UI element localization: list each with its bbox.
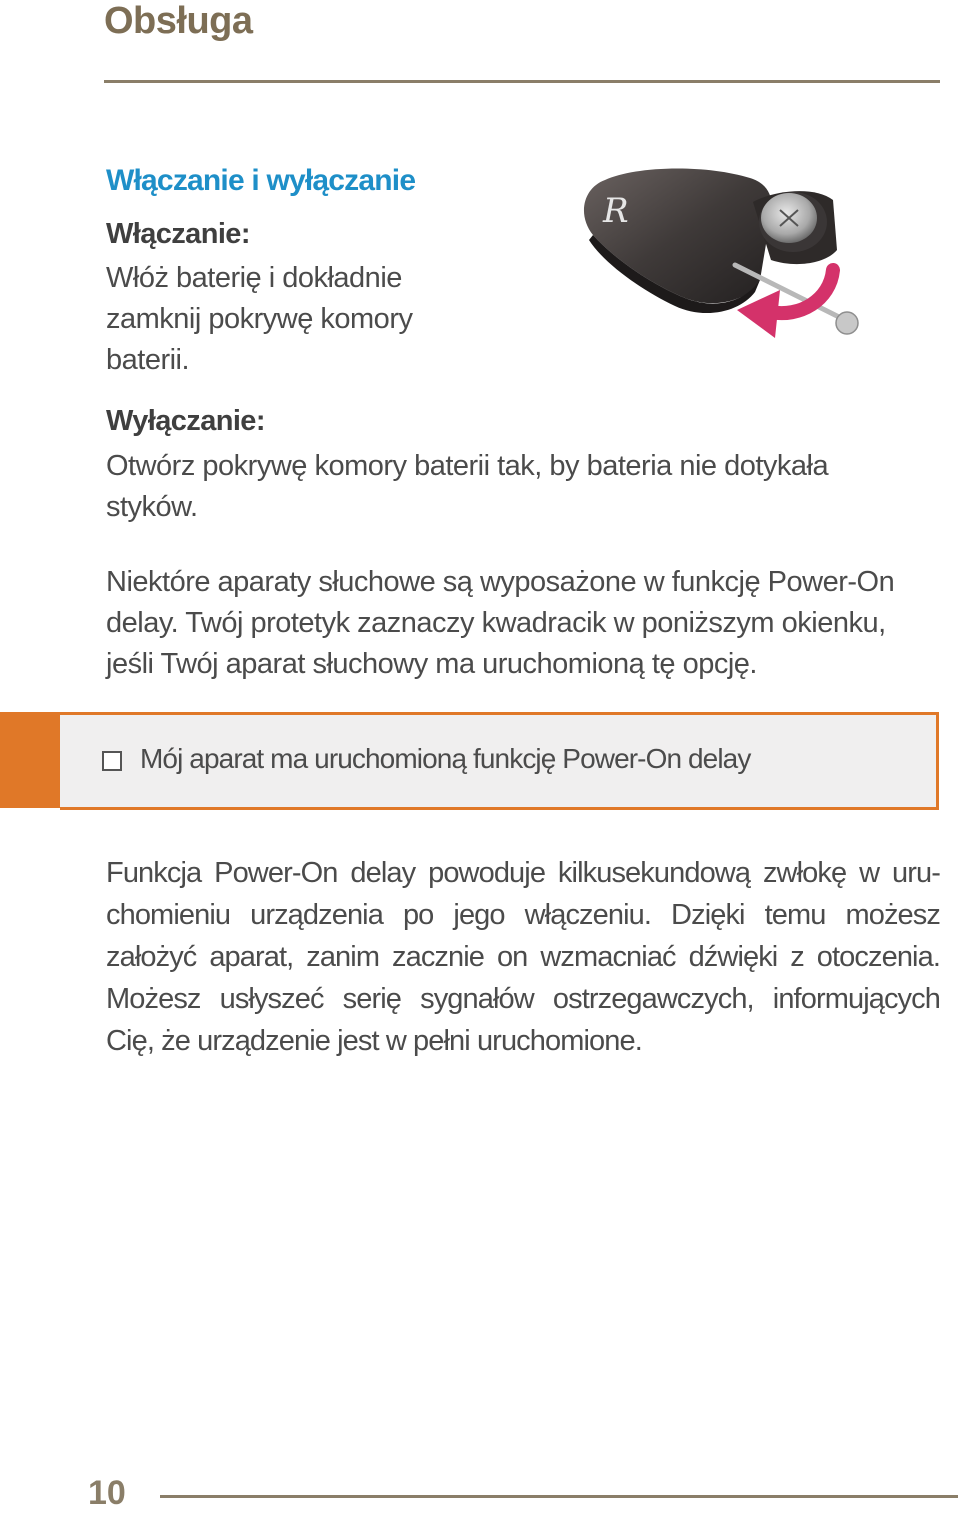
text-line: Niektóre aparaty słuchowe są wyposażone w funkcję Power-On: [106, 566, 895, 598]
text-line: styków.: [106, 491, 198, 523]
text-line: Otwórz pokrywę komory baterii tak, by bateria nie dotykała: [106, 450, 829, 482]
text-line: zamknij pokrywę komory: [106, 303, 413, 335]
text-line: Funkcja Power-On delay powoduje kilkusekundową zwłokę w uru-: [106, 857, 940, 889]
text-line: jeśli Twój aparat słuchowy ma uruchomioną tę opcję.: [106, 648, 757, 680]
text-line: Możesz usłyszeć serię sygnałów ostrzegawczych, informujących: [106, 983, 940, 1015]
illustration-label: R: [603, 191, 629, 231]
text-line: baterii.: [106, 344, 190, 376]
power-on-delay-info: [106, 562, 894, 685]
text-line: chomieniu urządzenia po jego włączeniu. Dzięki temu możesz: [106, 899, 940, 931]
text-line: założyć aparat, zanim zacznie on wzmacniać dźwięki z otoczenia.: [106, 941, 940, 973]
power-on-delay-description: [106, 852, 940, 1062]
page-number: 10: [88, 1474, 126, 1512]
callout-label: Mój aparat ma uruchomioną funkcję Power-On delay: [140, 743, 751, 774]
section-title: Włączanie i wyłączanie: [106, 164, 416, 197]
text-line: delay. Twój protetyk zaznaczy kwadracik w poniższym okienku,: [106, 607, 886, 639]
power-off-text: [106, 446, 828, 528]
power-on-delay-callout: [60, 712, 939, 810]
page-title: Obsługa: [104, 0, 253, 42]
hearing-aid-battery-door-illustration: [575, 160, 875, 350]
power-on-text: [106, 258, 412, 381]
text-line: Cię, że urządzenie jest w pełni uruchomione.: [106, 1025, 642, 1057]
power-off-heading: Wyłączanie:: [106, 405, 265, 437]
power-on-heading: Włączanie:: [106, 218, 250, 250]
footer-divider: [160, 1495, 958, 1498]
text-line: Włóż baterię i dokładnie: [106, 262, 402, 294]
power-on-delay-checkbox[interactable]: [102, 751, 122, 771]
callout-accent-bar: [0, 712, 62, 808]
header-divider: [104, 80, 940, 83]
